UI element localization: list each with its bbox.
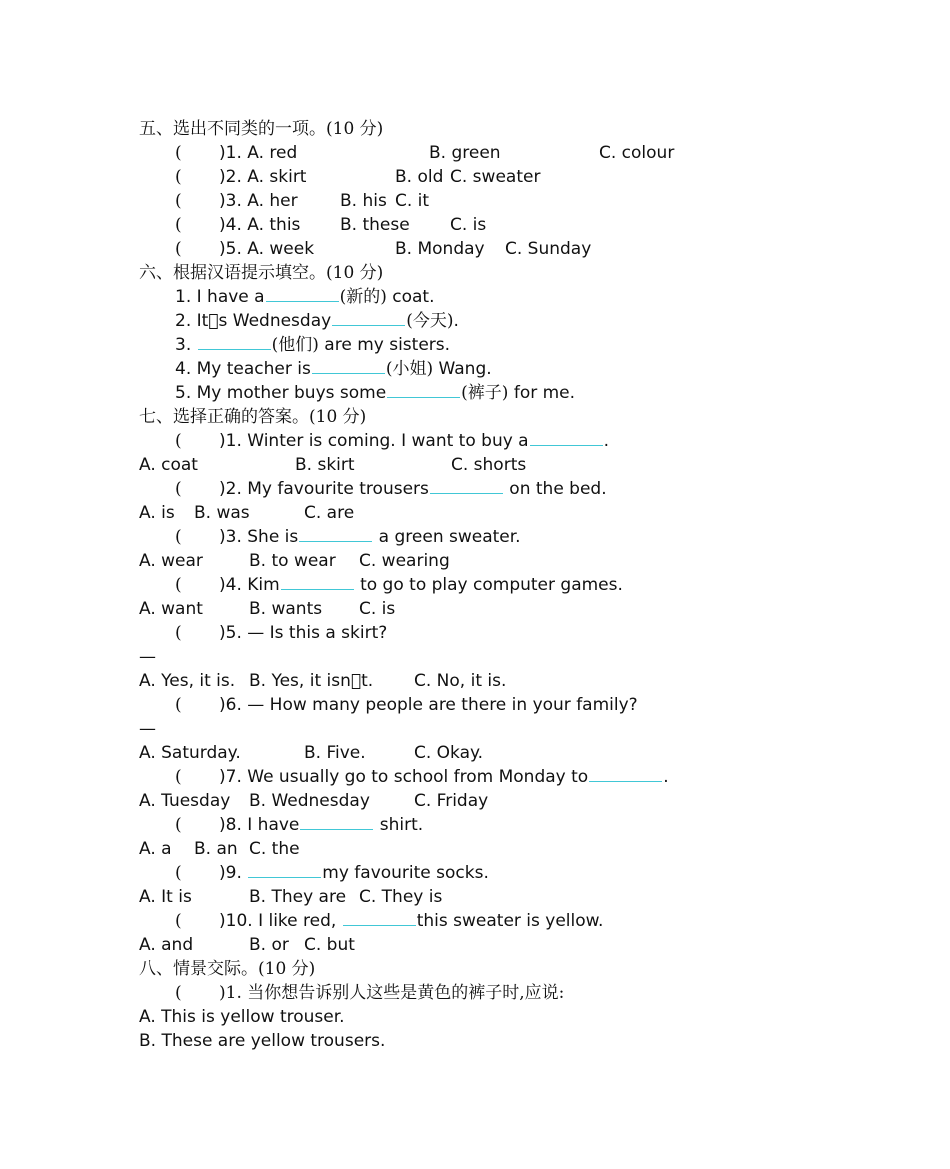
fill-blank[interactable] xyxy=(387,382,460,398)
s7-q5-dash: — xyxy=(139,647,156,667)
s5-q4: ( )4. A. this B. these C. is xyxy=(175,215,487,235)
s7-q8: ( )8. I have shirt. xyxy=(175,815,424,835)
s6-q4: 4. My teacher is (小姐) Wang. xyxy=(175,359,492,379)
fill-blank[interactable] xyxy=(530,430,603,446)
s7-q3: ( )3. She is a green sweater. xyxy=(175,527,521,547)
s7-q9: ( )9. my favourite socks. xyxy=(175,863,489,883)
answer-paren[interactable]: ( xyxy=(175,815,182,835)
s7-q1: ( )1. Winter is coming. I want to buy a . xyxy=(175,431,610,451)
section6-heading: 六、根据汉语提示填空。(10 分) xyxy=(139,263,384,283)
s7-q2-options: A. is B. was C. are xyxy=(139,503,355,523)
section7-heading: 七、选择正确的答案。(10 分) xyxy=(139,407,367,427)
answer-paren[interactable]: ( xyxy=(175,863,182,883)
s7-q10-options: A. and B. or C. but xyxy=(139,935,355,955)
fill-blank[interactable] xyxy=(312,358,385,374)
answer-paren[interactable]: ( xyxy=(175,143,182,163)
s6-q1: 1. I have a (新的) coat. xyxy=(175,287,435,307)
s5-q3: ( )3. A. her B. his C. it xyxy=(175,191,430,211)
answer-paren[interactable]: ( xyxy=(175,575,182,595)
fill-blank[interactable] xyxy=(198,334,271,350)
s7-q4-options: A. want B. wants C. is xyxy=(139,599,396,619)
s5-q2: ( )2. A. skirt B. old C. sweater xyxy=(175,167,541,187)
answer-paren[interactable]: ( xyxy=(175,431,182,451)
answer-paren[interactable]: ( xyxy=(175,767,182,787)
s7-q2: ( )2. My favourite trousers on the bed. xyxy=(175,479,607,499)
s7-q6: ( )6. — How many people are there in your family? xyxy=(175,695,638,715)
section8-heading: 八、情景交际。(10 分) xyxy=(139,959,316,979)
s7-q5: ( )5. — Is this a skirt? xyxy=(175,623,388,643)
section5-heading: 五、选出不同类的一项。(10 分) xyxy=(139,119,384,139)
s7-q4: ( )4. Kim to go to play computer games. xyxy=(175,575,623,595)
fill-blank[interactable] xyxy=(589,766,662,782)
s8-option-b[interactable]: B. These are yellow trousers. xyxy=(139,1031,386,1051)
s7-q9-options: A. It is B. They are C. They is xyxy=(139,887,443,907)
fill-blank[interactable] xyxy=(266,286,339,302)
s5-q5: ( )5. A. week B. Monday C. Sunday xyxy=(175,239,592,259)
answer-paren[interactable]: ( xyxy=(175,623,182,643)
fill-blank[interactable] xyxy=(248,862,321,878)
s8-option-a[interactable]: A. This is yellow trouser. xyxy=(139,1007,345,1027)
answer-paren[interactable]: ( xyxy=(175,191,182,211)
s7-q6-dash: — xyxy=(139,719,156,739)
fill-blank[interactable] xyxy=(430,478,503,494)
fill-blank[interactable] xyxy=(281,574,354,590)
answer-paren[interactable]: ( xyxy=(175,527,182,547)
fill-blank[interactable] xyxy=(300,814,373,830)
fill-blank[interactable] xyxy=(332,310,405,326)
answer-paren[interactable]: ( xyxy=(175,695,182,715)
s7-q3-options: A. wear B. to wear C. wearing xyxy=(139,551,450,571)
s5-q1: ( )1. A. red B. green C. colour xyxy=(175,143,675,163)
s6-q5: 5. My mother buys some (裤子) for me. xyxy=(175,383,576,403)
answer-paren[interactable]: ( xyxy=(175,983,182,1003)
answer-paren[interactable]: ( xyxy=(175,239,182,259)
s6-q3: 3. (他们) are my sisters. xyxy=(175,335,451,355)
answer-paren[interactable]: ( xyxy=(175,479,182,499)
answer-paren[interactable]: ( xyxy=(175,911,182,931)
answer-paren[interactable]: ( xyxy=(175,215,182,235)
worksheet xyxy=(139,117,859,1053)
s7-q10: ( )10. I like red, this sweater is yellow. xyxy=(175,911,604,931)
answer-paren[interactable]: ( xyxy=(175,167,182,187)
s7-q1-options: A. coat B. skirt C. shorts xyxy=(139,455,527,475)
fill-blank[interactable] xyxy=(343,910,416,926)
fill-blank[interactable] xyxy=(299,526,372,542)
s8-q1: ( )1. 当你想告诉别人这些是黄色的裤子时,应说: xyxy=(175,983,565,1003)
s7-q8-options: A. a B. an C. the xyxy=(139,839,300,859)
s7-q7: ( )7. We usually go to school from Monday to . xyxy=(175,767,669,787)
s6-q2: 2. It s Wednesday (今天). xyxy=(175,311,459,331)
s7-q7-options: A. Tuesday B. Wednesday C. Friday xyxy=(139,791,489,811)
s7-q6-options: A. Saturday. B. Five. C. Okay. xyxy=(139,743,484,763)
s7-q5-options: A. Yes, it is. B. Yes, it isn t. C. No, it is. xyxy=(139,671,507,691)
